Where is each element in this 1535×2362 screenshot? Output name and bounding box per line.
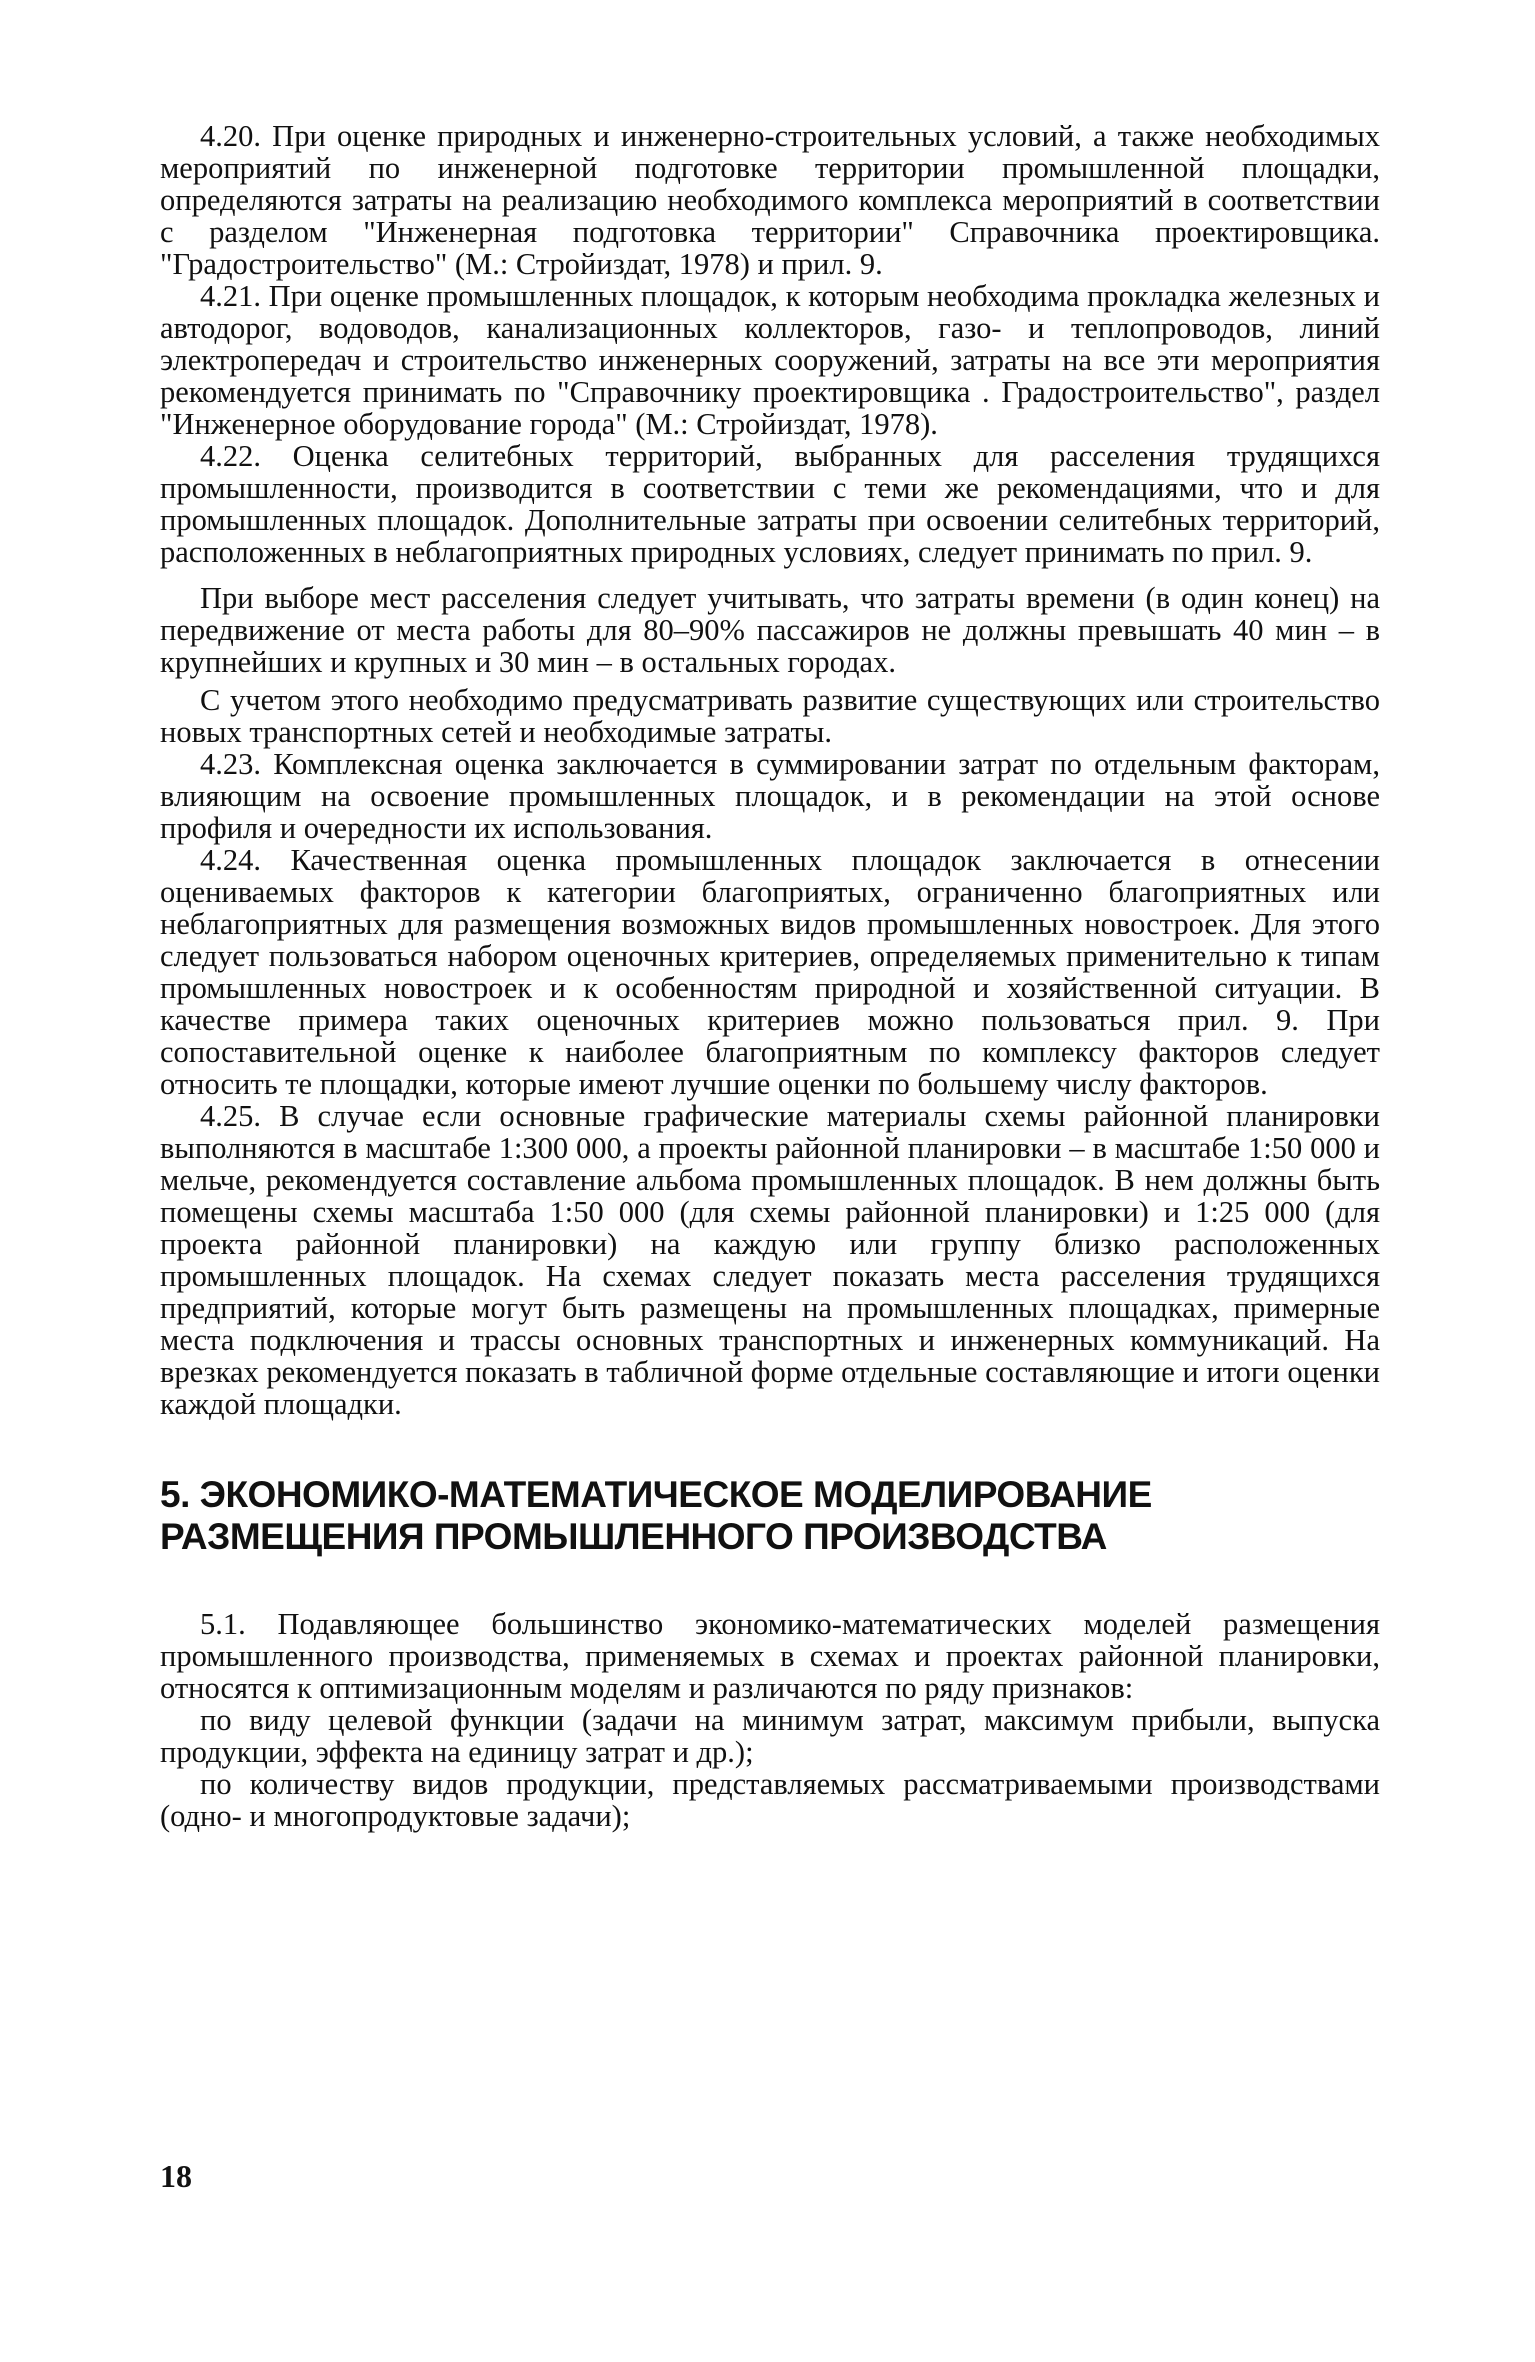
paragraph-4-25: 4.25. В случае если основные графические материалы схемы районной планировки выполняются в масштабе 1:300 000, а проекты районной планировки – в масштабе 1:50 000 и мельче, рекомендуется составление альбома промышленных площадок. В нем должны быть помещены схемы масштаба 1:50 000 (для схемы районной планировки) и 1:25 000 (для проекта районной планировки) на каждую или группу близко расположенных промышленных площадок. На схемах следует показать места расселения трудящихся предприятий, которые могут быть размещены на промышленных площадках, примерные места подключения и трассы основных транспортных и инженерных коммуникаций. На врезках рекомендуется показать в табличной форме отдельные составляющие и итоги оценки каждой площадки. xyxy=(160,1099,1380,1421)
paragraph-5-1: 5.1. Подавляющее большинство экономико-математических моделей размещения промышленного производства, применяемых в схемах и проектах районной планировки, относятся к оптимизационным моделям и различаются по ряду признаков: xyxy=(160,1607,1380,1705)
page-number: 18 xyxy=(160,2158,192,2194)
paragraph-settlement-travel-time: При выборе мест расселения следует учитывать, что затраты времени (в один конец) на передвижение от места работы для 80–90% пассажиров не должны превышать 40 мин – в крупнейших и крупных и 30 мин – в остальных городах. xyxy=(160,581,1380,679)
paragraph-4-20: 4.20. При оценке природных и инженерно-строительных условий, а также необходимых мероприятий по инженерной подготовке территории промышленной площадки, определяются затраты на реализацию необходимого комплекса мероприятий в соответствии с разделом "Инженерная подготовка территории" Справочника проектировщика. "Градостроительство" (М.: Стройиздат, 1978) и прил. 9. xyxy=(160,119,1380,281)
list-item-target-function: по виду целевой функции (задачи на минимум затрат, максимум прибыли, выпуска продукции, эффекта на единицу затрат и др.); xyxy=(160,1703,1380,1769)
paragraph-4-21: 4.21. При оценке промышленных площадок, к которым необходима прокладка железных и автодорог, водоводов, канализационных коллекторов, газо- и теплопроводов, линий электропередач и строительство инженерных сооружений, затраты на все эти мероприятия рекомендуется принимать по "Справочнику проектировщика . Градостроительство", раздел "Инженерное оборудование города" (М.: Стройиздат, 1978). xyxy=(160,279,1380,441)
section-heading: 5. ЭКОНОМИКО-МАТЕМАТИЧЕСКОЕ МОДЕЛИРОВАНИЕ РАЗМЕЩЕНИЯ ПРОМЫШЛЕННОГО ПРОИЗВОДСТВА xyxy=(160,1474,1152,1557)
paragraph-4-24: 4.24. Качественная оценка промышленных площадок заключается в отнесении оцениваемых факторов к категории благоприятых, ограниченно благоприятных или неблагоприятных для размещения возможных видов промышленных новостроек. Для этого следует пользоваться набором оценочных критериев, определяемых применительно к типам промышленных новостроек и к особенностям природной и хозяйственной ситуации. В качестве примера таких оценочных критериев можно пользоваться прил. 9. При сопоставительной оценке к наиболее благоприятным по комплексу факторов следует относить те площадки, которые имеют лучшие оценки по большему числу факторов. xyxy=(160,843,1380,1101)
list-item-product-count: по количеству видов продукции, представляемых рассматриваемыми производствами (одно- и многопродуктовые задачи); xyxy=(160,1767,1380,1833)
paragraph-4-23: 4.23. Комплексная оценка заключается в суммировании затрат по отдельным факторам, влияющим на освоение промышленных площадок, и в рекомендации на этой основе профиля и очередности их использования. xyxy=(160,747,1380,845)
document-page xyxy=(160,120,1380,2260)
paragraph-4-22: 4.22. Оценка селитебных территорий, выбранных для расселения трудящихся промышленности, производится в соответствии с теми же рекомендациями, что и для промышленных площадок. Дополнительные затраты при освоении селитебных территорий, расположенных в неблагоприятных природных условиях, следует принимать по прил. 9. xyxy=(160,439,1380,569)
paragraph-transport-networks: С учетом этого необходимо предусматривать развитие существующих или строительство новых транспортных сетей и необходимые затраты. xyxy=(160,683,1380,749)
